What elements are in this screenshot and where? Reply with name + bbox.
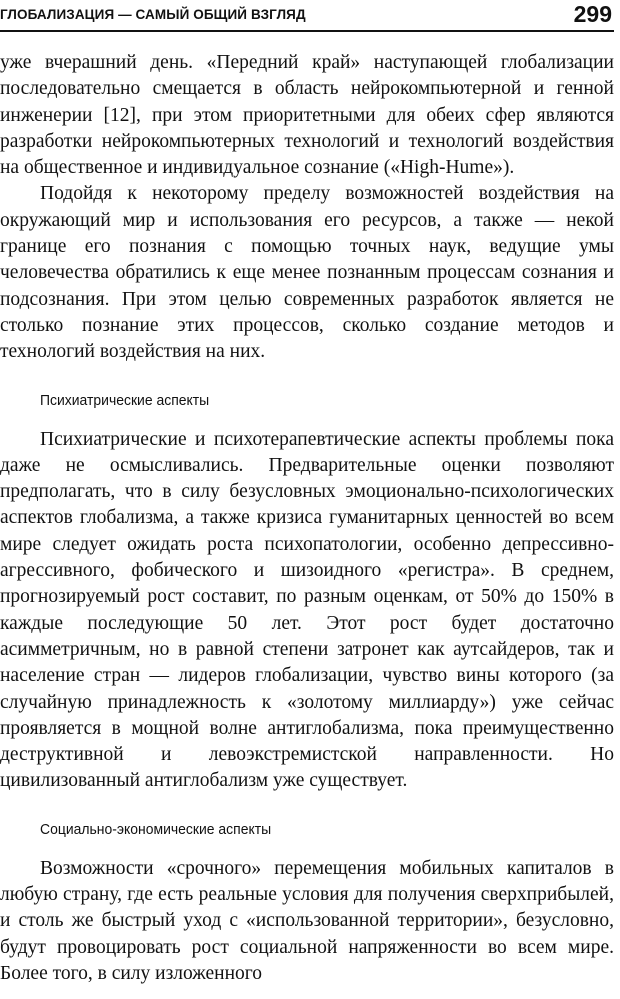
paragraph-psychiatric: Психиатрические и психотерапевтические аспекты проблемы пока даже не осмысливались. Предварительные оценки позволяют предполагать, что в силу безусловных эмоционально-психологических аспектов глобализма, а также кризиса гуманитарных ценностей во всем мире следует ожидать роста психопатологии, особенно депрессивно-агрессивного, фобического и шизоидного «регистра». В среднем, прогнозируемый рост составит, по разным оценкам, от 50% до 150% в каждые последующие 50 лет. Этот рост будет достаточно асимметричным, но в равной степени затронет как аутсайдеров, так и население стран — лидеров глобализации, чувство вины которого (за случайную принадлежность к «золотому миллиарду») уже сейчас проявляется в мощной волне антиглобализма, пока преимущественно деструктивной и левоэкстремистской направленности. Но цивилизованный антиглобализм уже существует. [0,428,614,792]
paragraph-continued: уже вчерашний день. «Передний край» наступающей глобализации последовательно смещается в область нейрокомпьютерной и генной инженерии [12], при этом приоритетными для обеих сфер являются разработки нейрокомпьютерных технологий и технологий воздействия на общественное и индивидуальное сознание («High-Hume»). [0,52,614,179]
paragraph-socioeconomic: Возможности «срочного» перемещения мобильных капиталов в любую страну, где есть реальные условия для получения сверхприбылей, и столь же быстрый уход с «использованной территории», безусловно, будут провоцировать рост социальной напряженности во всем мире. Более того, в силу изложенного [0,857,614,984]
running-header [0,0,614,32]
section-heading-psychiatric: Психиатрические аспекты [40,391,210,409]
page-body [0,50,614,987]
paragraph: Подойдя к некоторому пределу возможностей воздействия на окружающий мир и использования его ресурсов, а также — некой границе его познания с помощью точных наук, ведущие умы человечества обратились к еще менее познанным процессам сознания и подсознания. При этом целью современных разработок является не столько познание этих процессов, сколько создание методов и технологий воздействия на них. [0,183,614,363]
chapter-title: ГЛОБАЛИЗАЦИЯ — САМЫЙ ОБЩИЙ ВЗГЛЯД [0,7,306,22]
section-heading-socioeconomic: Социально-экономические аспекты [40,820,272,838]
page-number: 299 [573,1,612,27]
